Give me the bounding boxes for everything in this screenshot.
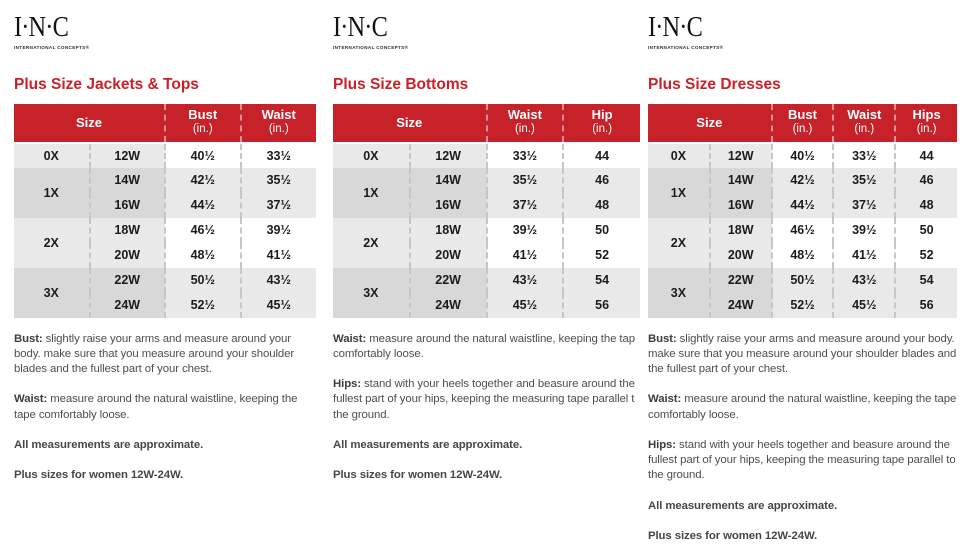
measurement-note (333, 377, 640, 423)
table-head (14, 104, 316, 143)
table-body (648, 143, 957, 318)
size-w-cell: 12W (410, 143, 487, 168)
size-w-cell: 18W (410, 218, 487, 243)
note-label: Waist: (333, 332, 367, 345)
size-group-cell: 0X (333, 143, 410, 168)
measurement-column-header (241, 104, 317, 143)
measurement-note (648, 392, 957, 423)
size-group-cell: 0X (14, 143, 90, 168)
size-group-cell: 2X (333, 218, 410, 268)
table-head (333, 104, 640, 143)
measurement-cell: 33½ (241, 143, 317, 168)
measurement-cell: 52 (563, 243, 640, 268)
measurement-note (333, 438, 640, 453)
measurement-cell: 44 (563, 143, 640, 168)
size-table (14, 104, 316, 318)
column-unit: (in.) (592, 123, 613, 136)
note-text: Plus sizes for women 12W-24W. (333, 469, 503, 482)
measurement-note (333, 468, 640, 483)
note-text: measure around the natural waistline, keeping the tape comfortably loose. (14, 393, 298, 421)
measurement-cell: 43½ (487, 268, 564, 293)
measurement-note (648, 332, 957, 378)
measurement-cell: 46½ (165, 218, 241, 243)
size-group-cell: 2X (648, 218, 710, 268)
inc-logo-text: I·N·C (14, 11, 68, 43)
table-header-row (648, 104, 957, 143)
note-text: slightly raise your arms and measure around your body. make sure that you measure around your shoulder blades and the fullest part of your chest. (14, 332, 295, 376)
size-w-cell: 12W (90, 143, 166, 168)
table-row (648, 218, 957, 243)
measurement-note (648, 499, 957, 514)
measurement-cell: 42½ (165, 168, 241, 193)
note-label: Bust: (648, 332, 677, 345)
table-row (333, 218, 640, 243)
table-row (14, 268, 316, 293)
note-text: All measurements are approximate. (14, 438, 204, 451)
note-text: Plus sizes for women 12W-24W. (14, 469, 184, 482)
measurement-notes (333, 332, 640, 484)
inc-logo (333, 13, 640, 50)
inc-logo-text: I·N·C (648, 11, 702, 43)
measurement-note (648, 438, 957, 484)
column-label: Waist (507, 107, 542, 123)
table-row (14, 218, 316, 243)
measurement-cell: 41½ (833, 243, 895, 268)
measurement-cell: 50½ (165, 268, 241, 293)
measurement-cell: 39½ (487, 218, 564, 243)
note-text: measure around the natural waistline, keeping the tap comfortably loose. (333, 332, 635, 360)
size-w-cell: 24W (710, 293, 772, 318)
note-label: Hips: (648, 438, 676, 451)
measurement-cell: 50 (563, 218, 640, 243)
measurement-cell: 46 (895, 168, 957, 193)
table-header-row (333, 104, 640, 143)
measurement-cell: 43½ (241, 268, 317, 293)
measurement-cell: 39½ (241, 218, 317, 243)
size-group-cell: 2X (14, 218, 90, 268)
measurement-cell: 56 (563, 293, 640, 318)
inc-logo (14, 13, 316, 50)
inc-logo-subtext: INTERNATIONAL CONCEPTS® (14, 45, 90, 50)
size-w-cell: 14W (710, 168, 772, 193)
table-row (14, 168, 316, 193)
size-w-cell: 24W (90, 293, 166, 318)
size-column-header: Size (14, 104, 165, 143)
column-unit: (in.) (514, 123, 535, 136)
measurement-cell: 37½ (487, 193, 564, 218)
table-head (648, 104, 957, 143)
column-label: Hips (912, 107, 941, 123)
table-body (14, 143, 316, 318)
inc-logo (648, 13, 957, 50)
size-group-cell: 3X (648, 268, 710, 318)
size-chart-section (14, 0, 316, 498)
size-chart-section (648, 0, 957, 559)
measurement-cell: 45½ (833, 293, 895, 318)
size-w-cell: 16W (410, 193, 487, 218)
note-label: Waist: (14, 393, 48, 406)
size-w-cell: 24W (410, 293, 487, 318)
measurement-cell: 33½ (487, 143, 564, 168)
measurement-cell: 45½ (241, 293, 317, 318)
measurement-note (333, 332, 640, 363)
measurement-cell: 44½ (165, 193, 241, 218)
measurement-column-header (833, 104, 895, 143)
measurement-column-header (165, 104, 241, 143)
measurement-notes (648, 332, 957, 545)
size-w-cell: 12W (710, 143, 772, 168)
size-column-header: Size (333, 104, 487, 143)
measurement-cell: 35½ (487, 168, 564, 193)
measurement-cell: 46 (563, 168, 640, 193)
note-text: All measurements are approximate. (333, 438, 523, 451)
table-body (333, 143, 640, 318)
measurement-cell: 48 (563, 193, 640, 218)
size-group-cell: 1X (14, 168, 90, 218)
measurement-cell: 37½ (241, 193, 317, 218)
note-text: All measurements are approximate. (648, 499, 838, 512)
size-w-cell: 18W (710, 218, 772, 243)
size-w-cell: 18W (90, 218, 166, 243)
measurement-cell: 52½ (772, 293, 834, 318)
measurement-cell: 41½ (241, 243, 317, 268)
size-w-cell: 22W (410, 268, 487, 293)
chart-title: Plus Size Jackets & Tops (14, 76, 199, 93)
size-w-cell: 16W (710, 193, 772, 218)
table-row (14, 143, 316, 168)
size-w-cell: 16W (90, 193, 166, 218)
table-row (648, 143, 957, 168)
measurement-cell: 35½ (241, 168, 317, 193)
measurement-cell: 41½ (487, 243, 564, 268)
column-unit: (in.) (268, 123, 289, 136)
measurement-cell: 50 (895, 218, 957, 243)
measurement-cell: 56 (895, 293, 957, 318)
measurement-cell: 48½ (772, 243, 834, 268)
note-text: stand with your heels together and beasure around the fullest part of your hips, keeping the measuring tape parallel t the ground. (333, 378, 635, 421)
size-w-cell: 20W (410, 243, 487, 268)
size-w-cell: 14W (90, 168, 166, 193)
size-w-cell: 22W (710, 268, 772, 293)
measurement-cell: 52½ (165, 293, 241, 318)
measurement-column-header (895, 104, 957, 143)
column-label: Hip (591, 107, 613, 123)
measurement-column-header (487, 104, 564, 143)
table-row (333, 168, 640, 193)
table-row (648, 268, 957, 293)
size-chart-section (333, 0, 640, 498)
measurement-cell: 40½ (165, 143, 241, 168)
note-text: stand with your heels together and beasure around the fullest part of your hips, keeping the measuring tape parallel to the ground. (648, 438, 956, 482)
size-table (333, 104, 640, 318)
size-group-cell: 3X (333, 268, 410, 318)
column-label: Bust (188, 107, 218, 123)
inc-logo-text: I·N·C (333, 11, 387, 43)
size-group-cell: 1X (648, 168, 710, 218)
note-label: Waist: (648, 393, 682, 406)
size-group-cell: 1X (333, 168, 410, 218)
column-label: Waist (261, 107, 296, 123)
column-label: Bust (788, 107, 817, 123)
inc-logo-subtext: INTERNATIONAL CONCEPTS® (648, 45, 724, 50)
measurement-column-header (563, 104, 640, 143)
measurement-cell: 44 (895, 143, 957, 168)
measurement-notes (14, 332, 316, 484)
table-row (333, 268, 640, 293)
size-w-cell: 20W (710, 243, 772, 268)
measurement-cell: 54 (563, 268, 640, 293)
measurement-cell: 52 (895, 243, 957, 268)
column-unit: (in.) (916, 123, 937, 136)
column-unit: (in.) (854, 123, 875, 136)
size-w-cell: 14W (410, 168, 487, 193)
measurement-cell: 33½ (833, 143, 895, 168)
table-row (648, 168, 957, 193)
measurement-note (14, 438, 316, 453)
note-text: slightly raise your arms and measure around your body. make sure that you measure around your shoulder blades and the fullest part of your chest. (648, 332, 957, 376)
measurement-cell: 40½ (772, 143, 834, 168)
column-label: Waist (847, 107, 882, 123)
measurement-note (648, 529, 957, 544)
measurement-cell: 50½ (772, 268, 834, 293)
column-unit: (in.) (192, 123, 213, 136)
measurement-cell: 48½ (165, 243, 241, 268)
column-unit: (in.) (792, 123, 813, 136)
note-label: Hips: (333, 378, 361, 391)
measurement-cell: 37½ (833, 193, 895, 218)
measurement-cell: 48 (895, 193, 957, 218)
measurement-cell: 45½ (487, 293, 564, 318)
size-column-header: Size (648, 104, 772, 143)
measurement-cell: 39½ (833, 218, 895, 243)
size-group-cell: 3X (14, 268, 90, 318)
size-table (648, 104, 957, 318)
measurement-cell: 42½ (772, 168, 834, 193)
measurement-cell: 46½ (772, 218, 834, 243)
size-group-cell: 0X (648, 143, 710, 168)
measurement-note (14, 392, 316, 423)
measurement-cell: 54 (895, 268, 957, 293)
chart-title: Plus Size Bottoms (333, 76, 469, 93)
measurement-cell: 44½ (772, 193, 834, 218)
table-header-row (14, 104, 316, 143)
note-text: Plus sizes for women 12W-24W. (648, 530, 818, 543)
note-text: measure around the natural waistline, keeping the tape comfortably loose. (648, 393, 957, 421)
measurement-note (14, 332, 316, 378)
size-w-cell: 22W (90, 268, 166, 293)
measurement-cell: 43½ (833, 268, 895, 293)
inc-logo-subtext: INTERNATIONAL CONCEPTS® (333, 45, 409, 50)
table-row (333, 143, 640, 168)
note-label: Bust: (14, 332, 43, 345)
size-w-cell: 20W (90, 243, 166, 268)
measurement-column-header (772, 104, 834, 143)
chart-title: Plus Size Dresses (648, 76, 781, 93)
measurement-cell: 35½ (833, 168, 895, 193)
measurement-note (14, 468, 316, 483)
